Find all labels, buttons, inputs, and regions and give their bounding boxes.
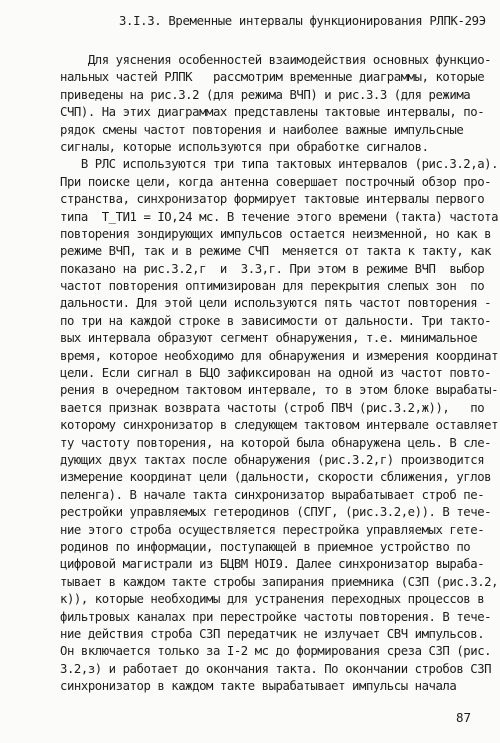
text-line: ние этого строба осуществляется перестройка управляемых гете- bbox=[60, 522, 485, 537]
text-line: типа T_TИ1 = IO,24 мс. В течение этого времени (такта) частота bbox=[60, 209, 499, 224]
text-line: по три на каждой строке в зависимости от дальности. Три такто- bbox=[60, 313, 492, 328]
text-line: рядок смены частот повторения и наиболее важные импульсные bbox=[60, 122, 464, 137]
text-line: фильтровых каналах при перестройке частоты повторения. В тече- bbox=[60, 609, 492, 624]
body-text bbox=[60, 52, 499, 695]
text-line: 3.2,з) и работает до окончания такта. По окончании стробов СЗП bbox=[60, 661, 492, 676]
text-line: странства, синхронизатор формирует тактовые интервалы первого bbox=[60, 192, 485, 207]
text-line: время, которое необходимо для обнаружения и измерения координат bbox=[60, 348, 499, 363]
text-line: к)), которые необходимы для устранения переходных процессов в bbox=[60, 592, 485, 607]
text-line: нальных частей РЛПК рассмотрим временные диаграммы, которые bbox=[60, 70, 485, 85]
text-line: измерение координат цели (дальности, скорости сближения, углов bbox=[60, 470, 492, 485]
text-line: родинов по информации, поступающей в приемное устройство по bbox=[60, 539, 471, 554]
text-line: дующих двух тактах после обнаружения (рис.3.2,г) производится bbox=[60, 452, 485, 467]
text-line: вых интервала образуют сегмент обнаружения, т.е. минимальное bbox=[60, 331, 478, 346]
text-line: вается признак возврата частоты (строб ПВЧ (рис.3.2,ж)), по bbox=[60, 400, 485, 415]
text-line: рения в очередном тактовом интервале, то в этом блоке вырабаты- bbox=[60, 383, 499, 398]
text-line: дальности. Для этой цели используются пять частот повторения - bbox=[60, 296, 492, 311]
text-line: При поиске цели, когда антенна совершает построчный обзор про- bbox=[60, 174, 492, 189]
text-line: частот повторения оптимизирован для перекрытия слепых зон по bbox=[60, 279, 485, 294]
section-heading: 3.I.3. Временные интервалы функционирования РЛПК-29Э bbox=[119, 14, 486, 28]
text-line: Он включается только за I-2 мс до формирования среза СЗП (рис. bbox=[60, 644, 492, 659]
text-line: ту частоту повторения, на которой была обнаружена цель. В сле- bbox=[60, 435, 492, 450]
text-line: которому синхронизатор в следующем тактовом интервале оставляет bbox=[60, 418, 499, 433]
text-line: пеленга). В начале такта синхронизатор вырабатывает строб пе- bbox=[60, 487, 485, 502]
text-line: приведены на рис.3.2 (для режима ВЧП) и рис.3.3 (для режима bbox=[60, 87, 471, 102]
text-line: повторения зондирующих импульсов остается неизменной, но как в bbox=[60, 226, 492, 241]
text-line: В РЛС используются три типа тактовых интервалов (рис.3.2,а). bbox=[60, 157, 499, 172]
text-line: цели. Если сигнал в БЦО зафиксирован на одной из частот повто- bbox=[60, 366, 492, 381]
text-line: показано на рис.3.2,г и 3.3,г. При этом в режиме ВЧП выбор bbox=[60, 261, 485, 276]
text-line: рестройки управляемых гетеродинов (СПУГ, (рис.3.2,е)). В тече- bbox=[60, 505, 492, 520]
text-line: синхронизатор в каждом такте вырабатывает импульсы начала bbox=[60, 679, 457, 694]
text-line: ние действия строба СЗП передатчик не излучает СВЧ импульсов. bbox=[60, 626, 485, 641]
text-line: режиме ВЧП, так и в режиме СЧП меняется от такта к такту, как bbox=[60, 244, 492, 259]
text-line: Для уяснения особенностей взаимодействия основных функцио- bbox=[60, 53, 492, 67]
text-line: цифровой магистрали из БЦВМ НОI9. Далее синхронизатор выраба- bbox=[60, 557, 485, 572]
page-number: 87 bbox=[456, 710, 472, 725]
text-line: СЧП). На этих диаграммах представлены тактовые интервалы, по- bbox=[60, 105, 485, 120]
text-line: тывает в каждом такте стробы запирания приемника (СЗП (рис.3.2, bbox=[60, 574, 499, 589]
text-line: сигналы, которые используются при обработке сигналов. bbox=[60, 139, 429, 154]
